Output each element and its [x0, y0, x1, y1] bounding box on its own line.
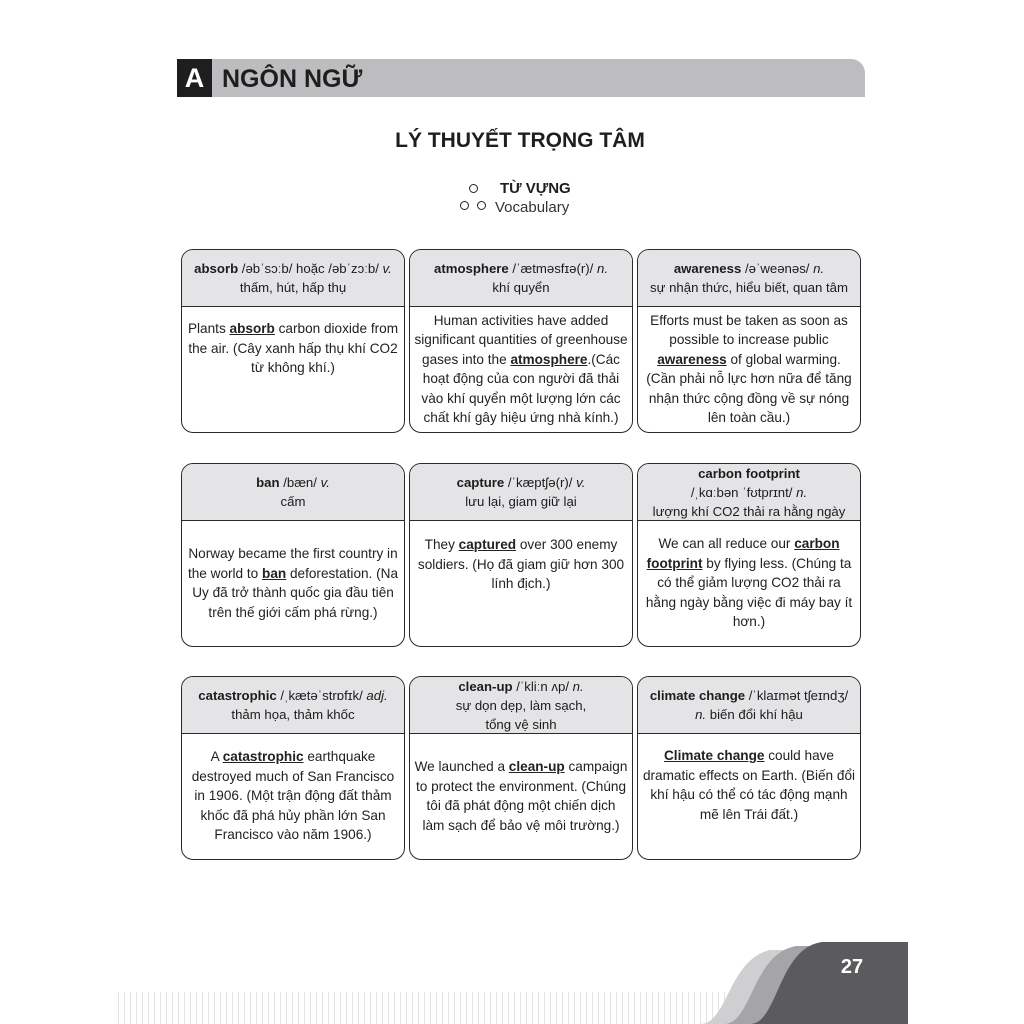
- card-keyword: Climate change: [663, 748, 765, 763]
- card-meaning: lượng khí CO2 thải ra hằng ngày: [652, 503, 846, 519]
- card-ipa: /ˈklaɪmət tʃeɪndʒ/: [745, 688, 849, 703]
- vocab-card: [409, 249, 633, 433]
- card-word: atmosphere: [434, 261, 509, 276]
- vocab-card: [181, 249, 405, 433]
- card-ipa: /bæn/: [279, 475, 321, 490]
- card-pos: n.: [596, 261, 608, 276]
- vocab-card: [637, 249, 861, 433]
- card-ipa: /ˌkætəˈstrɒfɪk/: [276, 688, 367, 703]
- card-keyword: absorb: [229, 321, 275, 336]
- card-keyword: catastrophic: [222, 749, 304, 765]
- card-word: clean-up: [458, 678, 513, 694]
- card-keyword: carbon footprint: [646, 536, 840, 571]
- vocab-card: [637, 463, 861, 647]
- card-meaning: sự dọn dẹp, làm sạch, tổng vệ sinh: [455, 697, 587, 732]
- card-header: [410, 464, 632, 521]
- page-number-tab: [700, 942, 908, 1024]
- vocab-card: [181, 676, 405, 860]
- card-example: We can all reduce our carbon footprint by flying less. (Chúng ta có thể giảm lượng CO2 thải ra hằng ngày bằng việc đi máy bay ít hơn.): [645, 536, 853, 630]
- card-header: [182, 464, 404, 521]
- page-number: 27: [840, 956, 864, 978]
- section-letter: A: [177, 59, 212, 97]
- card-header: [410, 250, 632, 307]
- card-pos: v.: [320, 475, 330, 490]
- card-header: [638, 250, 860, 307]
- card-meaning: sự nhận thức, hiểu biết, quan tâm: [649, 280, 848, 295]
- circles-decoration-icon: [459, 183, 489, 213]
- card-example: Plants absorb carbon dioxide from the air. (Cây xanh hấp thụ khí CO2 từ không khí.): [187, 321, 399, 375]
- card-keyword: ban: [262, 565, 287, 581]
- card-pos: n.: [813, 261, 825, 276]
- card-word: ban: [256, 475, 280, 490]
- card-pos: n.: [572, 678, 584, 694]
- card-example: Human activities have added significant quantities of greenhouse gases into the atmosphere.(Các hoạt động của con người đã thải vào khí quyển một lượng lớn các chất khí gây hiệu ứng nhà kính.): [414, 312, 628, 425]
- card-ipa: /əˈweənəs/: [741, 261, 814, 276]
- card-pos: n.: [796, 484, 808, 500]
- card-meaning: thảm họa, thảm khốc: [231, 707, 355, 722]
- card-header: [182, 677, 404, 734]
- card-word: awareness: [673, 261, 742, 276]
- card-example: They captured over 300 enemy soldiers. (Họ đã giam giữ hơn 300 lính địch.): [417, 537, 625, 591]
- card-meaning: thấm, hút, hấp thụ: [239, 280, 347, 295]
- card-keyword: awareness: [657, 351, 727, 367]
- card-meaning: cấm: [280, 494, 306, 509]
- card-example: A catastrophic earthquake destroyed much of San Francisco in 1906. (Một trận động đất thảm khốc đã phá hủy phần lớn San Francisco vào năm 1906.): [191, 749, 395, 843]
- card-header: [638, 677, 860, 734]
- card-word: capture: [456, 475, 505, 490]
- card-header: [638, 464, 860, 521]
- card-ipa: /ˈætməsfɪə(r)/: [508, 261, 597, 276]
- card-pos: v.: [576, 475, 586, 490]
- card-word: carbon footprint: [698, 465, 800, 481]
- subsection-title: TỪ VỰNG: [500, 180, 571, 197]
- card-pos: n.: [695, 707, 707, 722]
- card-example: Climate change could have dramatic effects on Earth. (Biến đổi khí hậu có thể có tác động mạnh mẽ lên Trái đất.): [642, 748, 856, 822]
- card-keyword: atmosphere: [510, 351, 588, 367]
- card-example: Efforts must be taken as soon as possible to increase public awareness of global warming. (Cần phải nỗ lực hơn nữa để tăng nhận thức cộng đồng về sự nóng lên toàn cầu.): [646, 312, 852, 425]
- card-keyword: captured: [458, 537, 517, 552]
- vocab-card: [181, 463, 405, 647]
- card-example: Norway became the first country in the world to ban deforestation. (Na Uy đã trở thành quốc gia đầu tiên trên thế giới cấm phá rừng.): [187, 546, 399, 620]
- vocab-card: [409, 676, 633, 860]
- card-word: catastrophic: [198, 688, 277, 703]
- vocab-card: [409, 463, 633, 647]
- card-pos: adj.: [366, 688, 388, 703]
- section-title: NGÔN NGỮ: [222, 65, 363, 93]
- card-ipa: /ˈkæptʃə(r)/: [504, 475, 577, 490]
- card-meaning: biến đổi khí hậu: [709, 707, 803, 722]
- vocab-card: [637, 676, 861, 860]
- footer-decoration: [118, 992, 738, 1024]
- card-ipa: /ˌkɑːbən ˈfʊtprɪnt/: [690, 484, 797, 500]
- subsection-subtitle: Vocabulary: [495, 199, 570, 216]
- card-header: [182, 250, 404, 307]
- card-meaning: khí quyển: [492, 280, 550, 295]
- card-word: absorb: [194, 261, 239, 276]
- card-header: [410, 677, 632, 734]
- card-meaning: lưu lại, giam giữ lại: [465, 494, 577, 509]
- page-title: LÝ THUYẾT TRỌNG TÂM: [395, 129, 645, 152]
- card-word: climate change: [649, 688, 746, 703]
- card-example: We launched a clean-up campaign to protect the environment. (Chúng tôi đã phát động một chiến dịch làm sạch để bảo vệ môi trường.): [414, 759, 628, 833]
- card-ipa: /ˈkliːn ʌp/: [512, 678, 573, 694]
- card-ipa: /əbˈsɔːb/ hoặc /əbˈzɔːb/: [238, 261, 383, 276]
- card-pos: v.: [382, 261, 392, 276]
- card-keyword: clean-up: [508, 759, 565, 774]
